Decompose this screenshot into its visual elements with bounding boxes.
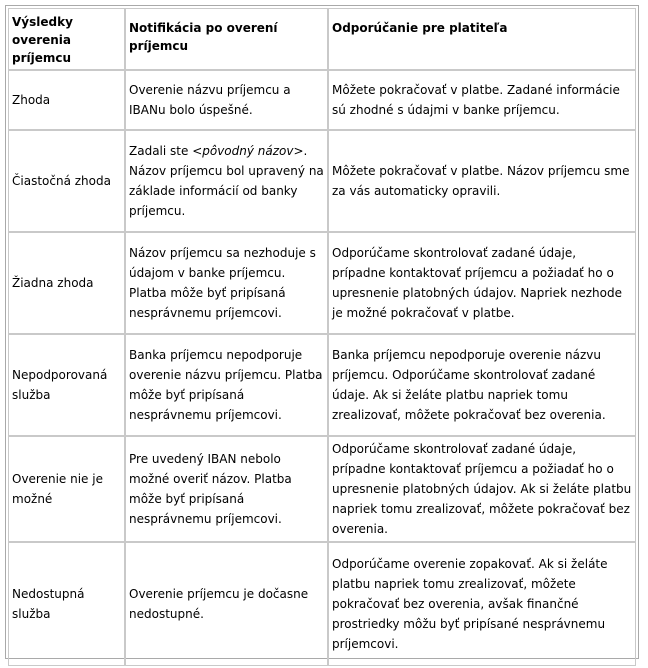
header-result: Výsledky overenia príjemcu <box>8 8 125 70</box>
recommendation-cell: Odporúčame overenie zopakovať. Ak si želáte platbu napriek tomu zrealizovať, môžete pokračovať bez overenia, avšak finančné prostriedky môžu byť pripísané nesprávnemu príjemcovi. <box>328 542 636 666</box>
table-header-row <box>8 8 636 70</box>
recommendation-cell: Môžete pokračovať v platbe. Názov príjemcu sme za vás automaticky opravili. <box>328 130 636 232</box>
recommendation-cell: Môžete pokračovať v platbe. Zadané informácie sú zhodné s údajmi v banke príjemcu. <box>328 70 636 130</box>
table-row <box>8 232 636 334</box>
notification-cell: Overenie príjemcu je dočasne nedostupné. <box>125 542 328 666</box>
notification-text-suffix: . Názov príjemcu bol upravený na základe informácií od banky príjemcu. <box>129 144 324 218</box>
result-cell: Žiadna zhoda <box>8 232 125 334</box>
recommendation-cell: Banka príjemcu nepodporuje overenie názvu príjemcu. Odporúčame skontrolovať zadané údaje. Ak si želáte platbu napriek tomu zrealizovať, môžete pokračovať bez overenia. <box>328 334 636 436</box>
result-cell: Zhoda <box>8 70 125 130</box>
recommendation-cell: Odporúčame skontrolovať zadané údaje, prípadne kontaktovať príjemcu a požiadať ho o upresnenie platobných údajov. Ak si želáte platbu napriek tomu zrealizovať, môžete pokračovať bez overenia. <box>328 436 636 542</box>
result-cell: Nepodporovaná služba <box>8 334 125 436</box>
notification-text-prefix: Zadali ste <box>129 144 193 158</box>
table-row <box>8 436 636 542</box>
notification-cell: Pre uvedený IBAN nebolo možné overiť názov. Platba môže byť pripísaná nesprávnemu príjemcovi. <box>125 436 328 542</box>
result-cell: Čiastočná zhoda <box>8 130 125 232</box>
notification-cell: Banka príjemcu nepodporuje overenie názvu príjemcu. Platba môže byť pripísaná nesprávnemu príjemcovi. <box>125 334 328 436</box>
original-name-placeholder: <pôvodný názov> <box>192 144 304 158</box>
table-frame <box>5 5 639 659</box>
table-row <box>8 542 636 666</box>
verification-table <box>8 8 636 666</box>
notification-cell: Overenie názvu príjemcu a IBANu bolo úspešné. <box>125 70 328 130</box>
table-row <box>8 334 636 436</box>
notification-cell: Názov príjemcu sa nezhoduje s údajom v banke príjemcu. Platba môže byť pripísaná nesprávnemu príjemcovi. <box>125 232 328 334</box>
result-cell: Overenie nie je možné <box>8 436 125 542</box>
header-recommendation: Odporúčanie pre platiteľa <box>328 8 636 70</box>
recommendation-cell: Odporúčame skontrolovať zadané údaje, prípadne kontaktovať príjemcu a požiadať ho o upresnenie platobných údajov. Napriek nezhode je možné pokračovať v platbe. <box>328 232 636 334</box>
table-row <box>8 70 636 130</box>
header-notification: Notifikácia po overení príjemcu <box>125 8 328 70</box>
notification-cell <box>125 130 328 232</box>
table-row <box>8 130 636 232</box>
result-cell: Nedostupná služba <box>8 542 125 666</box>
